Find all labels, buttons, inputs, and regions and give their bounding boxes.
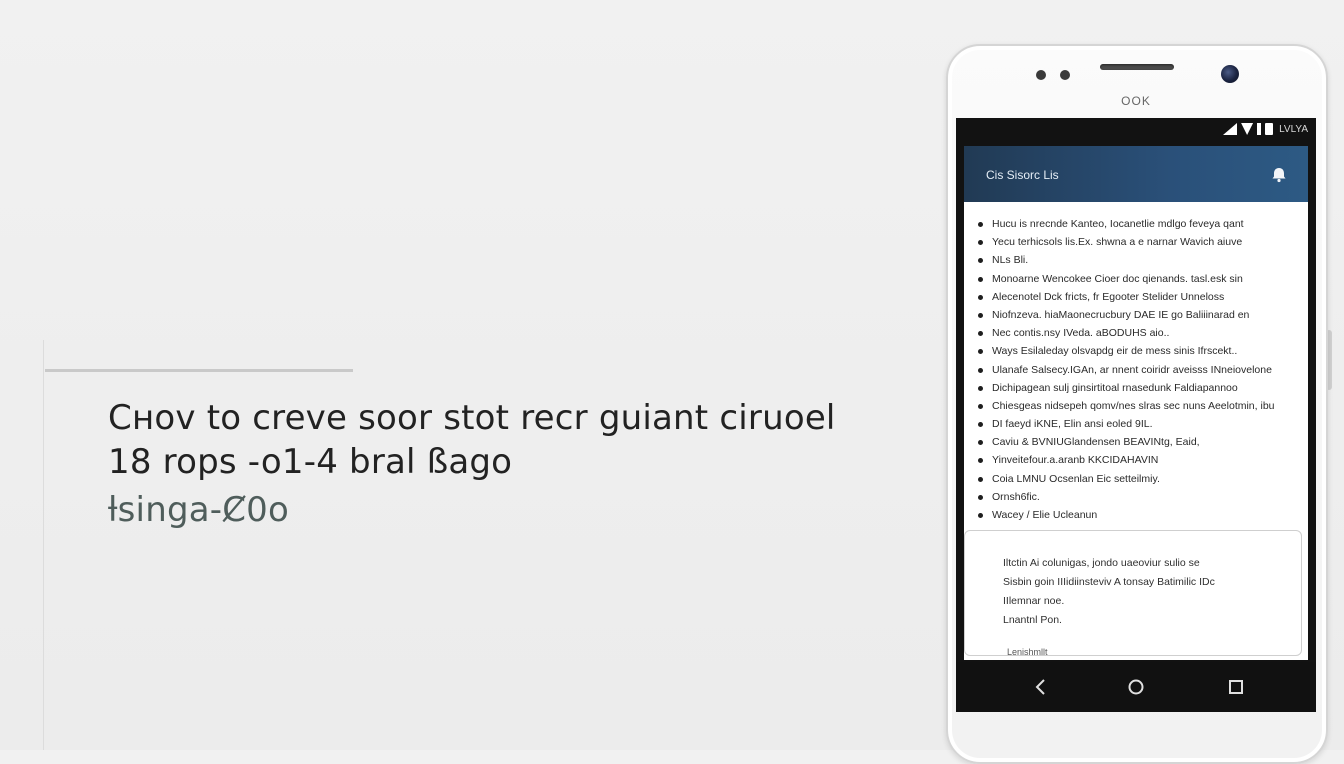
hero-line-3: ƚsinga-Ȼ0o	[108, 490, 290, 530]
left-frame-line	[43, 340, 44, 750]
signal-icon	[1223, 123, 1237, 135]
sensor-dot	[1036, 70, 1046, 80]
home-icon[interactable]	[1123, 674, 1149, 700]
hero-line-2: 18 rops -o1-4 bral ßago	[108, 442, 513, 482]
front-camera-icon	[1221, 65, 1239, 83]
panel-text-line: Lnantnl Pon.	[1003, 614, 1062, 626]
list-item: Nec contis.nsy IVeda. aBODUHS aio..	[978, 324, 1308, 342]
panel-text-line: Iltctin Ai colunigas, jondo uaeoviur sulio se	[1003, 557, 1200, 569]
list-item: Yinveitefour.a.aranb KKCIDAHAVIN	[978, 451, 1308, 469]
panel-text-line: IIlemnar noe.	[1003, 595, 1065, 607]
bullet-list	[964, 202, 1308, 524]
status-icons	[1223, 123, 1308, 135]
battery-icon	[1265, 123, 1273, 135]
signal-bar-icon	[1257, 123, 1261, 135]
panel-footer-text: Lenishmllt	[1007, 647, 1048, 657]
hero-line-1: Cнov to creve soor stot recr guiant ciruoel	[108, 398, 836, 438]
list-item: Alecenotel Dck fricts, fr Egooter Stelider Unneloss	[978, 288, 1308, 306]
list-item: Caviu & BVNIUGlandensen BEAVINtg, Eaid,	[978, 433, 1308, 451]
list-item: Chiesgeas nidsepeh qomv/nes slras sec nuns Aeelotmin, ibu	[978, 397, 1308, 415]
status-bar	[956, 118, 1316, 144]
app-title: Cis Sisorc Lis	[986, 168, 1059, 182]
list-item: Ornsh6fic.	[978, 488, 1308, 506]
list-item: Hucu is nrecnde Kanteo, Iocanetlie mdlgo feveya qant	[978, 215, 1308, 233]
sensor-dot	[1060, 70, 1070, 80]
list-item: Niofnzeva. hiaMaonecrucbury DAE IE go Baliiinarad en	[978, 306, 1308, 324]
back-icon[interactable]	[1028, 674, 1054, 700]
list-item: Yecu terhicsols lis.Ex. shwna a e narnar Wavich aiuve	[978, 233, 1308, 251]
list-item: Dichipagean sulj ginsirtitoal rnasedunk Faldiapannoo	[978, 379, 1308, 397]
list-item: DI faeyd iKNE, Elin ansi eoled 9IL.	[978, 415, 1308, 433]
list-item: Wacey / Elie Ucleanun	[978, 506, 1308, 524]
earpiece-speaker	[1100, 64, 1174, 70]
nav-bar	[956, 662, 1316, 712]
phone-brand-label: OOK	[1121, 94, 1151, 108]
list-item: NLs Bli.	[978, 251, 1308, 269]
phone-screen	[956, 118, 1316, 712]
panel-text-line: Sisbin goin IIIidiinsteviv A tonsay Batimilic IDc	[1003, 576, 1215, 588]
list-item: Ulanafe Salsecy.IGAn, ar nnent coiridr aveisss INneiovelone	[978, 361, 1308, 379]
app-bar	[964, 146, 1308, 202]
notification-bell-icon[interactable]	[1270, 166, 1288, 184]
list-item: Monoarne Wencokee Cioer doc qienands. tasl.esk sin	[978, 270, 1308, 288]
recents-icon[interactable]	[1223, 674, 1249, 700]
content-card	[964, 202, 1308, 528]
status-text: LVLYA	[1279, 123, 1308, 135]
list-item: Coia LMNU Ocsenlan Eic setteilmiy.	[978, 470, 1308, 488]
phone-device	[946, 44, 1328, 764]
hero-headline	[108, 396, 928, 532]
input-panel[interactable]	[964, 530, 1302, 656]
bottom-card	[964, 528, 1308, 660]
list-item: Ways Esilaleday olsvapdg eir de mess sinis Ifrscekt..	[978, 342, 1308, 360]
wifi-icon	[1241, 123, 1253, 135]
accent-divider	[45, 369, 353, 372]
